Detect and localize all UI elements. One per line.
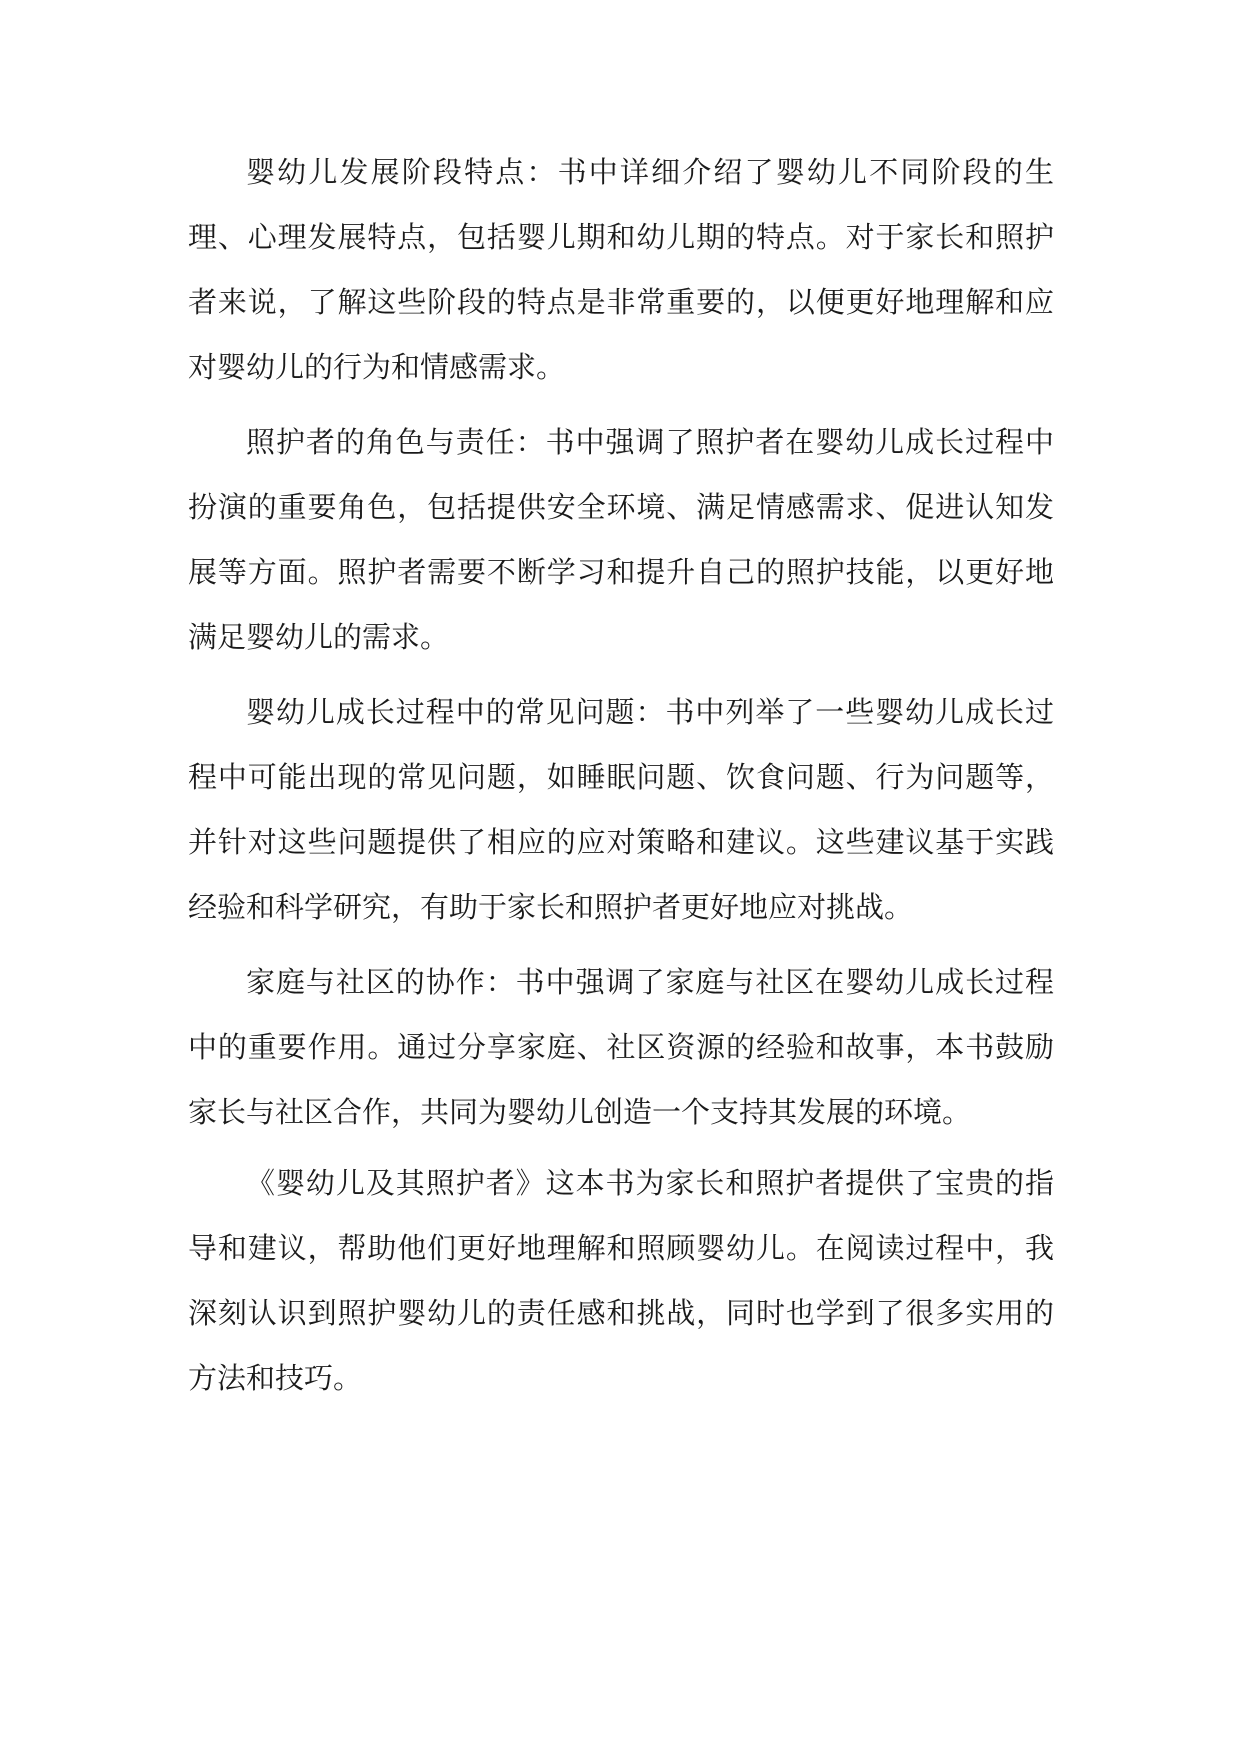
- paragraph-conclusion: 《婴幼儿及其照护者》这本书为家长和照护者提供了宝贵的指导和建议，帮助他们更好地理解和照顾婴幼儿。在阅读过程中，我深刻认识到照护婴幼儿的责任感和挑战，同时也学到了很多实用的方法和技巧。: [188, 1166, 1054, 1395]
- paragraph-common-problems: 婴幼儿成长过程中的常见问题：书中列举了一些婴幼儿成长过程中可能出现的常见问题，如睡眠问题、饮食问题、行为问题等，并针对这些问题提供了相应的应对策略和建议。这些建议基于实践经验和科学研究，有助于家长和照护者更好地应对挑战。: [188, 695, 1054, 924]
- document-body: [188, 140, 1054, 1421]
- paragraph-caregiver-role: 照护者的角色与责任：书中强调了照护者在婴幼儿成长过程中扮演的重要角色，包括提供安全环境、满足情感需求、促进认知发展等方面。照护者需要不断学习和提升自己的照护技能，以更好地满足婴幼儿的需求。: [188, 425, 1054, 654]
- paragraph-family-community: 家庭与社区的协作：书中强调了家庭与社区在婴幼儿成长过程中的重要作用。通过分享家庭、社区资源的经验和故事，本书鼓励家长与社区合作，共同为婴幼儿创造一个支持其发展的环境。: [188, 965, 1054, 1129]
- paragraph-development-stages: 婴幼儿发展阶段特点：书中详细介绍了婴幼儿不同阶段的生理、心理发展特点，包括婴儿期和幼儿期的特点。对于家长和照护者来说，了解这些阶段的特点是非常重要的，以便更好地理解和应对婴幼儿的行为和情感需求。: [188, 155, 1054, 384]
